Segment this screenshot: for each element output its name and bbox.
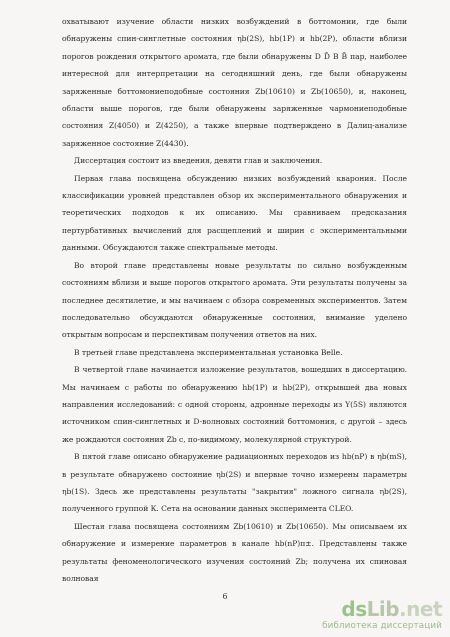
paragraph-chapter-5: В пятой главе описано обнаружение радиационных переходов из hb(nP) в ηb(mS), в результате обнаружено состояние ηb(2S) и впервые точно измерены параметры ηb(1S). Здесь же представлены результаты "закрытия" ложного сигнала ηb(2S), полученного группой К. Сета на основании данных эксперимента CLEO. xyxy=(62,452,407,514)
body-text xyxy=(62,13,407,587)
page-number: 6 xyxy=(222,592,228,601)
paragraph-chapter-4: В четвертой главе начинается изложение результатов, вошедших в диссертацию. Мы начинаем с работы по обнаружению hb(1P) и hb(2P), открывшей два новых направления исследований: с одной стороны, адронные переходы из Υ(5S) являются источником спин-синглетных и D-волновых состояний боттомония, с другой – здесь же рождаются состояния Zb с, по-видимому, молекулярной структурой. xyxy=(62,365,407,444)
watermark-logo xyxy=(322,597,446,635)
watermark-subtitle: библиотека диссертаций xyxy=(322,621,442,631)
watermark-brand: dsLib.net xyxy=(341,597,442,621)
paragraph-chapter-1: Первая глава посвящена обсуждению низких возбуждений кварония. После классификации уровней представлен обзор их экспериментального обнаружения и теоретических подходов к их описанию. Мы сравниваем предсказания пертурбативных вычислений для расщеплений и ширин с экспериментальными данными. Обсуждаются также спектральные методы. xyxy=(62,173,407,253)
paragraph-chapter-2: Во второй главе представлены новые результаты по сильно возбужденным состояниям вблизи и выше порогов открытого аромата. Эти результаты получены за последнее десятилетие, и мы начинаем с обзора современных экспериментов. Затем последовательно обсуждаются обнаруженные состояния, внимание уделено открытым вопросам и перспективам получения ответов на них. xyxy=(62,260,407,340)
paragraph-continuation: охватывают изучение области низких возбуждений в боттомонии, где были обнаружены спин-синглетные состояния ηb(2S), hb(1P) и hb(2P), области вблизи порогов рождения открытого аромата, где были обнаружены D D̄ B B̄ пар, наиболее интересной для интерпретации на сегодняшний день, где были обнаружены заряженные боттомониеподобные состояния Zb(10610) и Zb(10650), и, наконец, области выше порогов, где были обнаружены заряженные чармониеподобные состояния Z(4050) и Z(4250), а также впервые подтверждено в Далиц-анализе заряженное состояние Z(4430). xyxy=(62,17,407,148)
paragraph-chapter-6: Шестая глава посвящена состояниям Zb(10610) и Zb(10650). Мы описываем их обнаружение и измерение параметров в канале hb(nP)π±. Представлены также результаты феноменологического изучения состояний Zb; получена их спиновая волновая xyxy=(62,521,407,583)
paragraph-structure: Диссертация состоит из введения, девяти глав и заключения. xyxy=(74,156,323,166)
paragraph-chapter-3: В третьей главе представлена экспериментальная установка Belle. xyxy=(74,347,343,357)
